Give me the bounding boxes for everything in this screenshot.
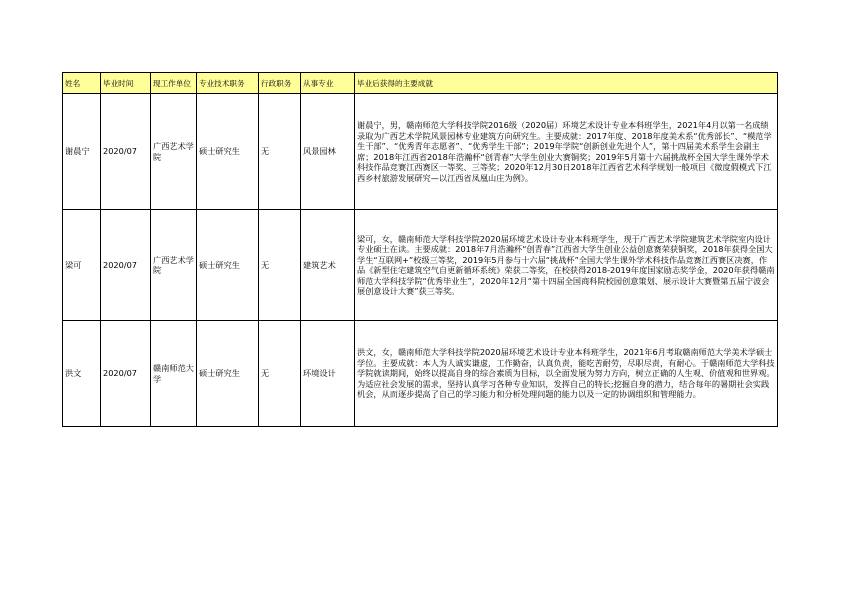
cell-workplace[interactable]: 广西艺术学院 <box>151 94 197 210</box>
header-title[interactable]: 专业技术职务 <box>197 73 259 94</box>
cell-title[interactable]: 硕士研究生 <box>197 210 259 321</box>
cell-grad-time[interactable]: 2020/07 <box>101 94 151 210</box>
header-grad-time[interactable]: 毕业时间 <box>101 73 151 94</box>
cell-name[interactable]: 洪文 <box>63 321 101 427</box>
header-workplace[interactable]: 现工作单位 <box>151 73 197 94</box>
cell-grad-time[interactable]: 2020/07 <box>101 210 151 321</box>
cell-achievement[interactable]: 梁可，女，赣南师范大学科技学院2020届环境艺术设计专业本科班学生，现于广西艺术学院建筑艺术学院室内设计专业硕士在读。主要成就：2018年7月浩瀚杯“创青春”江西省大学生创业公益创意赛荣获铜奖，2018年获得全国大学生“互联网+”校级三等奖，2019年5月参与十六届“挑战杯”全国大学生课外学术科技作品竞赛江西赛区决赛，作品《新型住宅建筑空气自更新循环系统》荣获二等奖，在校获得2018-2019年度国家励志奖学金，2020年获得赣南师范大学科技学院“优秀毕业生”，2020年12月“第十四届全国商科院校园创意策划、展示设计大赛暨第五届宁波会展创意设计大赛”获三等奖。 <box>355 210 778 321</box>
table-row <box>63 94 778 210</box>
cell-major[interactable]: 建筑艺术 <box>301 210 355 321</box>
cell-workplace[interactable]: 赣南师范大学 <box>151 321 197 427</box>
cell-admin[interactable]: 无 <box>259 94 301 210</box>
cell-achievement[interactable]: 洪文，女，赣南师范大学科技学院2020届环境艺术设计专业本科班学生，2021年6月考取赣南师范大学美术学硕士学位。主要成就：本人为人诚实谦虚，工作勤奋，认真负责，能吃苦耐劳，尽职尽责，有耐心。于赣南师范大学科技学院就读期间，始终以提高自身的综合素质为目标，以全面发展为努力方向，树立正确的人生观、价值观和世界观。为适应社会发展的需求，坚持认真学习各种专业知识，发挥自己的特长;挖掘自身的潜力，结合每年的暑期社会实践机会，从而逐步提高了自己的学习能力和分析处理问题的能力以及一定的协调组织和管理能力。 <box>355 321 778 427</box>
header-achievement[interactable]: 毕业后获得的主要成就 <box>355 73 778 94</box>
cell-title[interactable]: 硕士研究生 <box>197 94 259 210</box>
table-row <box>63 321 778 427</box>
header-admin[interactable]: 行政职务 <box>259 73 301 94</box>
cell-name[interactable]: 谢晨宁 <box>63 94 101 210</box>
cell-workplace[interactable]: 广西艺术学院 <box>151 210 197 321</box>
cell-admin[interactable]: 无 <box>259 321 301 427</box>
cell-major[interactable]: 环境设计 <box>301 321 355 427</box>
header-major[interactable]: 从事专业 <box>301 73 355 94</box>
header-row <box>63 73 778 94</box>
cell-achievement[interactable]: 谢晨宁，男，赣南师范大学科技学院2016级（2020届）环境艺术设计专业本科班学生，2021年4月以第一名成绩录取为广西艺术学院风景园林专业建筑方向研究生。主要成就：2017年度、2018年度美术系“优秀部长”、“模范学生干部”、“优秀青年志愿者”、“优秀学生干部”；2019年学院“创新创业先进个人”，第十四届美术系学生会副主席；2018年江西省2018年浩瀚杯“创青春”大学生创业大赛铜奖；2019年5月第十六届挑战杯全国大学生课外学术科技作品竞赛江西赛区一等奖、三等奖；2020年12月30日2018年江西省艺术科学规划一般项目《微度假模式下江西乡村旅游发展研究—以江西省凤凰山庄为例》。 <box>355 94 778 210</box>
table-row <box>63 210 778 321</box>
cell-admin[interactable]: 无 <box>259 210 301 321</box>
header-name[interactable]: 姓名 <box>63 73 101 94</box>
cell-name[interactable]: 梁可 <box>63 210 101 321</box>
cell-title[interactable]: 硕士研究生 <box>197 321 259 427</box>
cell-major[interactable]: 风景园林 <box>301 94 355 210</box>
graduate-achievement-table <box>62 72 778 427</box>
cell-grad-time[interactable]: 2020/07 <box>101 321 151 427</box>
